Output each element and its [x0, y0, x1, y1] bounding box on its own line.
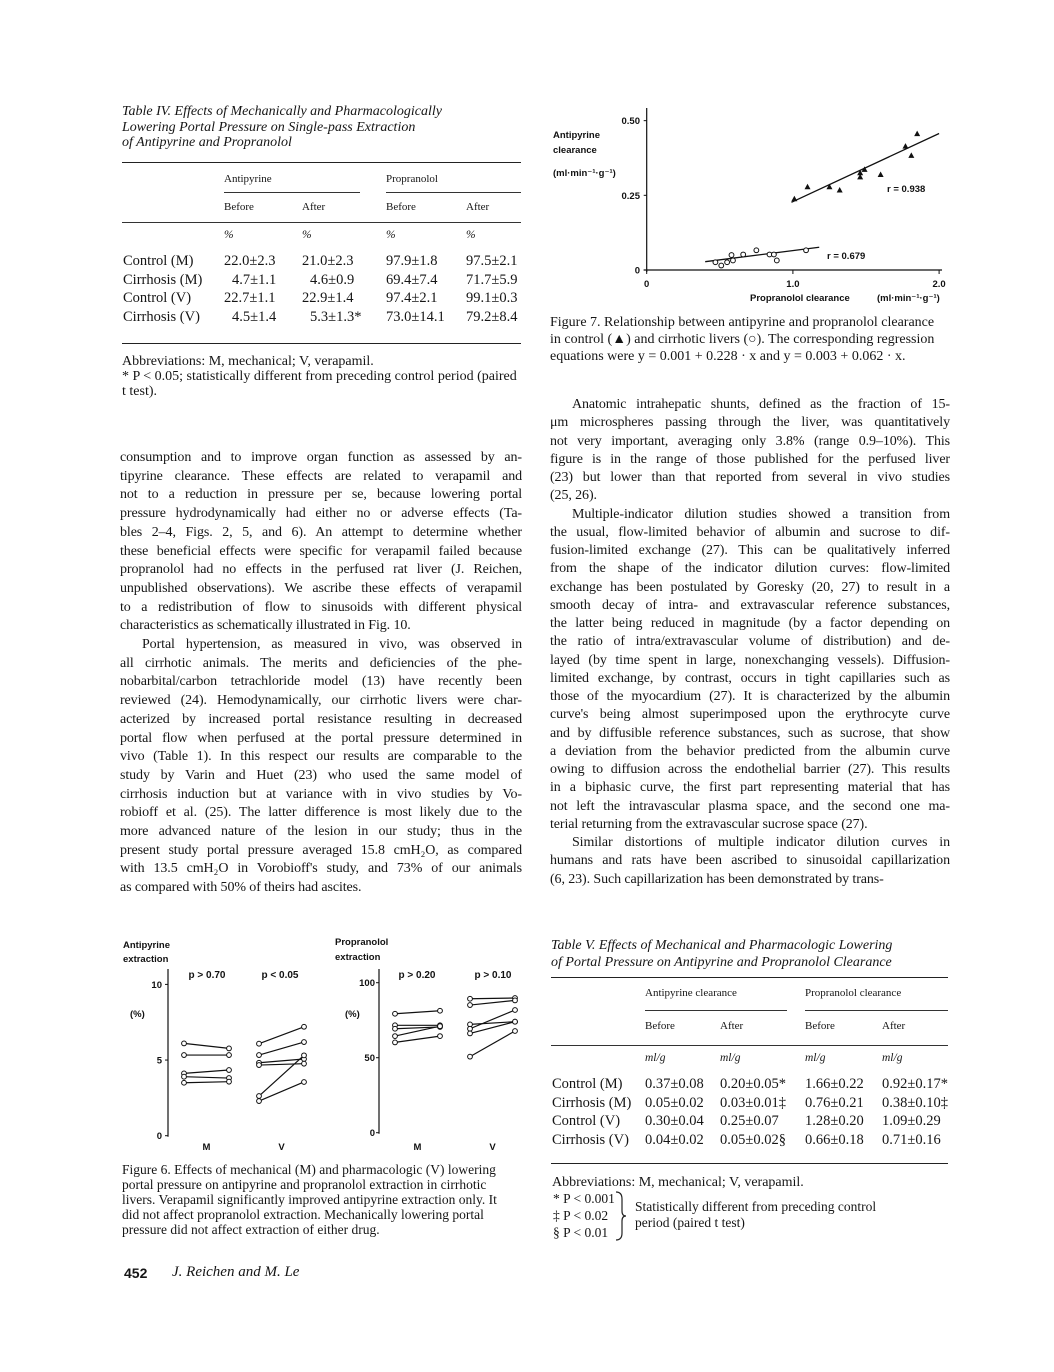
before-after-line [259, 1027, 304, 1044]
table-cell: 22.9±1.4 [302, 290, 354, 307]
y-axis-unit: (ml·min⁻¹·g⁻¹) [553, 168, 616, 179]
table-rule [122, 343, 521, 344]
after-data-point [513, 998, 518, 1003]
body-text-line: consumption and to improve organ function as assessed by an- [120, 450, 522, 465]
body-text-line: in a biphasic curve, the first part representing material that has [550, 780, 950, 796]
before-data-point [468, 996, 473, 1001]
body-text-line: Multiple-indicator dilution studies showed a transition from [572, 506, 950, 522]
table-cell: 1.66±0.22 [805, 1076, 864, 1092]
body-text-line: and by diffusible reference substances, such as sucrose, that show [550, 725, 950, 741]
figure-6-caption [122, 1162, 522, 1237]
row-label: Control (M) [552, 1076, 623, 1092]
before-after-line [259, 1064, 304, 1065]
caption-line: Lowering Portal Pressure on Single-pass Extraction [122, 119, 416, 135]
before-data-point [257, 1099, 262, 1104]
x-tick-label: 1.0 [786, 279, 800, 290]
table-rule [551, 1163, 948, 1164]
column-header: Before [645, 1020, 675, 1032]
caption-line: of Antipyrine and Propranolol [122, 135, 292, 150]
y-tick-label: 0 [634, 265, 640, 277]
before-after-line [184, 1070, 229, 1073]
table-cell: 4.6±0.9 [310, 271, 355, 288]
before-data-point [468, 1026, 473, 1031]
before-data-point [257, 1094, 262, 1099]
p-value-label: p > 0.70 [188, 970, 226, 981]
before-after-line [259, 1082, 304, 1101]
table-cell: 1.28±0.20 [805, 1113, 864, 1129]
row-label: Cirrhosis (V) [552, 1131, 629, 1148]
table-cell: 0.37±0.08 [645, 1076, 704, 1092]
body-text-line: vivo (Table 1). In this respect our results are comparable to the [120, 749, 522, 765]
caption-line: of Portal Pressure on Antipyrine and Propranolol Clearance [551, 955, 892, 970]
unit-label: % [466, 229, 476, 241]
before-after-line [184, 1082, 229, 1083]
table-cell: 0.76±0.21 [805, 1094, 864, 1111]
column-header: Before [386, 201, 416, 213]
x-axis-label: Propranolol clearance [750, 293, 850, 304]
body-text-line: present study portal pressure averaged 15.8 cmH₂O, as compared [120, 842, 522, 858]
caption-line: did not affect propranolol extraction. Mechanically lowering portal [122, 1207, 484, 1222]
y-axis-label: (%) [345, 1009, 360, 1020]
column-group-header: Propranolol clearance [805, 987, 902, 999]
unit-label: ml/g [882, 1052, 903, 1064]
row-label: Control (V) [123, 290, 192, 307]
panel-title: Antipyrine [123, 940, 170, 951]
before-after-line [470, 1000, 515, 1005]
table-cell: 4.5±1.4 [232, 309, 277, 326]
running-footer-authors: J. Reichen and M. Le [172, 1264, 300, 1280]
table-rule [805, 1010, 948, 1011]
p-value-label: p > 0.10 [474, 970, 512, 981]
body-text-line: not left the intravascular plasma space, and the second one ma- [550, 798, 950, 814]
before-data-point [257, 1053, 262, 1058]
column-group-header: Antipyrine [224, 173, 272, 185]
panel-title: Propranolol [335, 937, 389, 948]
significance-item: ‡ P < 0.02 [553, 1208, 609, 1223]
before-data-point [257, 1063, 262, 1068]
body-text-line: (23) but lower than that reported from several in vivo studies [550, 470, 950, 485]
table-cell: 73.0±14.1 [386, 309, 445, 326]
after-data-point [227, 1053, 232, 1058]
unit-label: % [224, 229, 234, 241]
note-line: period (paired t test) [635, 1215, 745, 1230]
caption-line: pressure did not affect extraction of either drug. [122, 1222, 380, 1237]
table-cell: 0.03±0.01‡ [720, 1094, 786, 1111]
table-rule [122, 222, 521, 223]
table-cell: 97.5±2.1 [466, 253, 518, 269]
column-header: After [302, 201, 326, 213]
after-data-point [438, 1034, 443, 1039]
column-header: After [466, 201, 490, 213]
y-axis-label: clearance [553, 145, 597, 156]
row-label: Cirrhosis (M) [123, 271, 203, 288]
body-text-line: the ratio of intra/extravascular volume of distribution) and de- [550, 634, 950, 650]
body-text-line: those of the myocardium (27). It is characterized by the albumin [550, 689, 950, 704]
table-cell: 0.92±0.17* [882, 1076, 948, 1092]
unit-label: % [302, 229, 312, 241]
note-line: Statistically different from preceding control [635, 1199, 877, 1214]
y-tick-label: 100 [359, 978, 375, 990]
body-text-line: Similar distortions of multiple indicator dilution curves in [572, 835, 950, 850]
group-label: M [202, 1142, 211, 1153]
before-data-point [468, 1054, 473, 1059]
table-v-significance-note [635, 1199, 876, 1231]
table-cell: 0.04±0.02 [645, 1131, 704, 1148]
before-after-line [184, 1043, 229, 1048]
table-cell: 79.2±8.4 [466, 309, 518, 326]
table-v-significance-list [553, 1190, 615, 1241]
x-axis-unit: (ml·min⁻¹·g⁻¹) [877, 293, 940, 304]
body-text-line: these beneficial effects were specific for verapamil failed because [120, 543, 522, 559]
body-text-line: owing to diffusion across the endothelial barrier (27). This results [550, 762, 950, 777]
body-text-line: as compared with 50% of theirs had ascites. [120, 880, 362, 896]
y-tick-label: 50 [364, 1053, 375, 1065]
table-cell: 71.7±5.9 [466, 271, 518, 288]
y-tick-label: 0.50 [621, 116, 640, 128]
table-cell: 22.0±2.3 [224, 253, 276, 269]
unit-label: ml/g [805, 1052, 826, 1064]
p-value-label: p < 0.05 [261, 970, 299, 981]
group-label: M [413, 1142, 422, 1153]
table-rule [386, 192, 521, 193]
after-data-point [302, 1061, 307, 1066]
y-axis-label: (%) [130, 1009, 145, 1020]
before-data-point [393, 1034, 398, 1039]
body-text-line: robioff et al. (25). The latter difference is most likely due to the [120, 805, 522, 821]
body-text-line: terial returning from the extravascular sucrose space (27). [550, 816, 868, 832]
after-data-point [438, 1008, 443, 1013]
table-cell: 21.0±2.3 [302, 253, 354, 269]
before-data-point [468, 1003, 473, 1008]
table-iv-footnote: * P < 0.05; statistically different from preceding control period (paired [122, 369, 517, 384]
table-cell: 69.4±7.4 [386, 271, 438, 288]
significance-item: * P < 0.001 [553, 1191, 615, 1206]
before-data-point [257, 1041, 262, 1046]
body-text-line: tipyrine clearance. These effects are related to verapamil and [120, 468, 522, 484]
column-header: Before [805, 1020, 835, 1032]
p-value-label: p > 0.20 [398, 970, 436, 981]
body-text-line: study by Varin and Huet (23) who used the same model of [120, 767, 522, 783]
group-label: V [489, 1142, 496, 1153]
y-tick-label: 5 [156, 1055, 162, 1067]
table-cell: 0.05±0.02 [645, 1094, 704, 1111]
table-cell: 1.09±0.29 [882, 1113, 941, 1129]
table-rule [551, 977, 948, 978]
before-data-point [182, 1080, 187, 1085]
body-text-line: a deviation from the behavior predicted from the albumin curve [550, 743, 950, 759]
body-text-line: with 13.5 cmH₂O in Vorobioff's study, and 73% of our animals [120, 861, 522, 877]
after-data-point [302, 1024, 307, 1029]
after-data-point [227, 1079, 232, 1084]
page-number: 452 [124, 1265, 148, 1281]
caption-line: equations were y = 0.001 + 0.228 · x and y = 0.003 + 0.062 · x. [550, 349, 906, 364]
column-header: After [882, 1020, 906, 1032]
before-data-point [182, 1041, 187, 1046]
body-text-line: to a redistribution of flow to sinusoids with different physical [120, 599, 522, 615]
table-cell: 0.38±0.10‡ [882, 1094, 948, 1111]
before-data-point [393, 1040, 398, 1045]
body-text-line: from the shape of the indicator dilution curves: flow-limited [550, 561, 950, 577]
body-text-line: pressure hydrodynamically had either no or adverse effects (Ta- [120, 506, 522, 522]
column-header: Before [224, 201, 254, 213]
before-data-point [393, 1026, 398, 1031]
table-cell: 0.30±0.04 [645, 1113, 704, 1129]
table-v-caption [551, 937, 951, 971]
caption-line: Table V. Effects of Mechanical and Pharmacologic Lowering [551, 938, 893, 953]
group-label: V [278, 1142, 285, 1153]
table-rule [224, 192, 360, 193]
significance-item: § P < 0.01 [553, 1225, 609, 1240]
table-iv-footnote: Abbreviations: M, mechanical; V, verapamil. [122, 354, 374, 369]
body-text-line: limited exchange, by contrast, occurs in tight capillaries such as [550, 670, 950, 686]
column-group-header: Propranolol [386, 173, 438, 185]
brace-icon [614, 1191, 628, 1241]
body-text-line: nobarbital/carbon tetrachloride model (13) have recently been [120, 674, 522, 690]
before-after-line [470, 1010, 515, 1029]
table-cell: 97.4±2.1 [386, 290, 438, 307]
body-text-line: propranolol had no effects in the perfused rat liver (J. Reichen, [120, 562, 522, 578]
before-after-line [470, 1031, 515, 1057]
y-tick-label: 10 [151, 979, 162, 991]
y-tick-label: 0 [369, 1128, 375, 1140]
y-tick-label: 0.25 [621, 190, 640, 202]
after-data-point [302, 1080, 307, 1085]
body-text-line: smooth decay of intra- and extravascular reference substances, [550, 597, 950, 613]
body-text-line: acterized by increased portal resistance resulting in decreased [120, 711, 522, 727]
before-data-point [182, 1074, 187, 1079]
unit-label: ml/g [645, 1052, 666, 1064]
before-after-line [259, 1042, 304, 1055]
body-text-line: more advanced nature of the lesion in our study; thus in the [120, 824, 522, 839]
body-text-line: (6, 23). Such capillarization has been demonstrated by trans- [550, 871, 884, 887]
before-after-line [395, 1036, 440, 1042]
after-data-point [227, 1068, 232, 1073]
body-text-line: reviewed (24). Hemodynamically, our cirrhotic livers were char- [120, 693, 522, 709]
row-label: Cirrhosis (M) [552, 1094, 632, 1111]
body-text-line: curve's being almost superimposed upon the erythrocyte curve [550, 707, 950, 723]
body-text-line: fusion-limited exchange (27). This can be qualitatively inferred [550, 543, 950, 558]
body-text-line: the latter being reduced in magnitude (by a factor depending on [550, 616, 950, 631]
table-cell: 0.05±0.02§ [720, 1131, 786, 1148]
table-cell: 0.66±0.18 [805, 1131, 864, 1148]
caption-line: Figure 7. Relationship between antipyrine and propranolol clearance [550, 315, 935, 330]
row-label: Cirrhosis (V) [123, 309, 200, 326]
x-tick-label: 2.0 [932, 279, 946, 290]
body-text-line: figure is in the range of those published for the perfused liver [550, 451, 950, 467]
body-text-line: bles 2–4, Figs. 2, 5, and 6). An attempt to determine whether [120, 524, 522, 540]
column-header: After [720, 1020, 744, 1032]
r-value-label-cirrhotic: r = 0.679 [827, 251, 866, 262]
x-tick-label: 0 [644, 279, 650, 290]
body-text-line: Portal hypertension, as measured in vivo, was observed in [142, 637, 522, 652]
caption-line: livers. Verapamil significantly improved antipyrine extraction only. It [122, 1192, 497, 1207]
body-text-line: layed (by time spent in large, nonexchanging vessels). Diffusion- [550, 652, 950, 668]
table-cell: 0.20±0.05* [720, 1076, 786, 1092]
after-data-point [513, 1019, 518, 1024]
table-cell: 5.3±1.3* [310, 309, 362, 326]
caption-line: Figure 6. Effects of mechanical (M) and pharmacologic (V) lowering [122, 1162, 496, 1177]
body-text-line: portal flow when perfused at the portal pressure determined in [120, 730, 522, 746]
table-v-abbreviations: Abbreviations: M, mechanical; V, verapamil. [552, 1175, 804, 1190]
body-text-line: not very important, averaging only 3.8% (range 0.9–10%). This [550, 433, 950, 449]
after-data-point [513, 1029, 518, 1034]
panel-title: extraction [335, 952, 381, 963]
before-data-point [468, 1031, 473, 1036]
before-after-line [395, 1011, 440, 1014]
body-text-line: all cirrhotic animals. The merits and deficiencies of the phe- [120, 655, 522, 671]
y-axis-label: Antipyrine [553, 130, 600, 141]
table-rule [122, 162, 521, 163]
body-text-line: cirrhosis induction but at variance with in vivo studies by Vo- [120, 786, 522, 802]
table-rule [645, 1010, 787, 1011]
before-after-line [184, 1077, 229, 1078]
table-cell: 0.71±0.16 [882, 1131, 941, 1148]
before-data-point [393, 1011, 398, 1016]
body-text-line: μm microspheres passing through the liver, was quantitatively [550, 415, 950, 431]
table-cell: 97.9±1.8 [386, 253, 438, 269]
body-text-line: humans and rats have been ascribed to sinusoidal capillarization [550, 853, 950, 869]
table-rule [551, 1045, 948, 1046]
row-label: Control (M) [123, 253, 194, 269]
after-data-point [438, 1024, 443, 1029]
body-text-line: characteristics as schematically illustrated in Fig. 10. [120, 618, 411, 634]
before-data-point [182, 1053, 187, 1058]
after-data-point [302, 1053, 307, 1058]
caption-line: Table IV. Effects of Mechanically and Pharmacologically [122, 104, 442, 119]
body-text-line: unpublished observations). We ascribe these effects of verapamil [120, 580, 522, 596]
body-text-line: exchange has been postulated by Goresky (20, 27) to result in a [550, 579, 950, 595]
column-group-header: Antipyrine clearance [645, 987, 737, 999]
table-cell: 99.1±0.3 [466, 290, 518, 307]
body-text-line: not to a reduction in pressure per se, because lowering portal [120, 487, 522, 503]
after-data-point [302, 1040, 307, 1045]
body-text-line: (25, 26). [550, 488, 597, 504]
y-tick-label: 0 [156, 1131, 162, 1143]
table-cell: 0.25±0.07 [720, 1113, 779, 1129]
body-text-line: Anatomic intrahepatic shunts, defined as the fraction of 15- [572, 397, 950, 412]
after-data-point [227, 1046, 232, 1051]
table-cell: 22.7±1.1 [224, 290, 276, 307]
after-data-point [513, 1008, 518, 1013]
panel-title: extraction [123, 954, 169, 965]
table-iv-footnote: t test). [122, 384, 157, 399]
r-value-label-control: r = 0.938 [887, 184, 926, 195]
right-body-column [550, 0, 950, 1372]
unit-label: ml/g [720, 1052, 741, 1064]
row-label: Control (V) [552, 1113, 621, 1129]
figure-6-extraction-chart [110, 930, 530, 1160]
table-cell: 4.7±1.1 [232, 271, 277, 288]
unit-label: % [386, 229, 396, 241]
caption-line: portal pressure on antipyrine and propranolol extraction in cirrhotic [122, 1177, 487, 1192]
body-text-line: the usual, flow-limited behavior of albumin and sucrose to dif- [550, 524, 950, 540]
before-after-line [470, 998, 515, 999]
caption-line: in control (▲) and cirrhotic livers (○). The corresponding regression [550, 332, 935, 347]
